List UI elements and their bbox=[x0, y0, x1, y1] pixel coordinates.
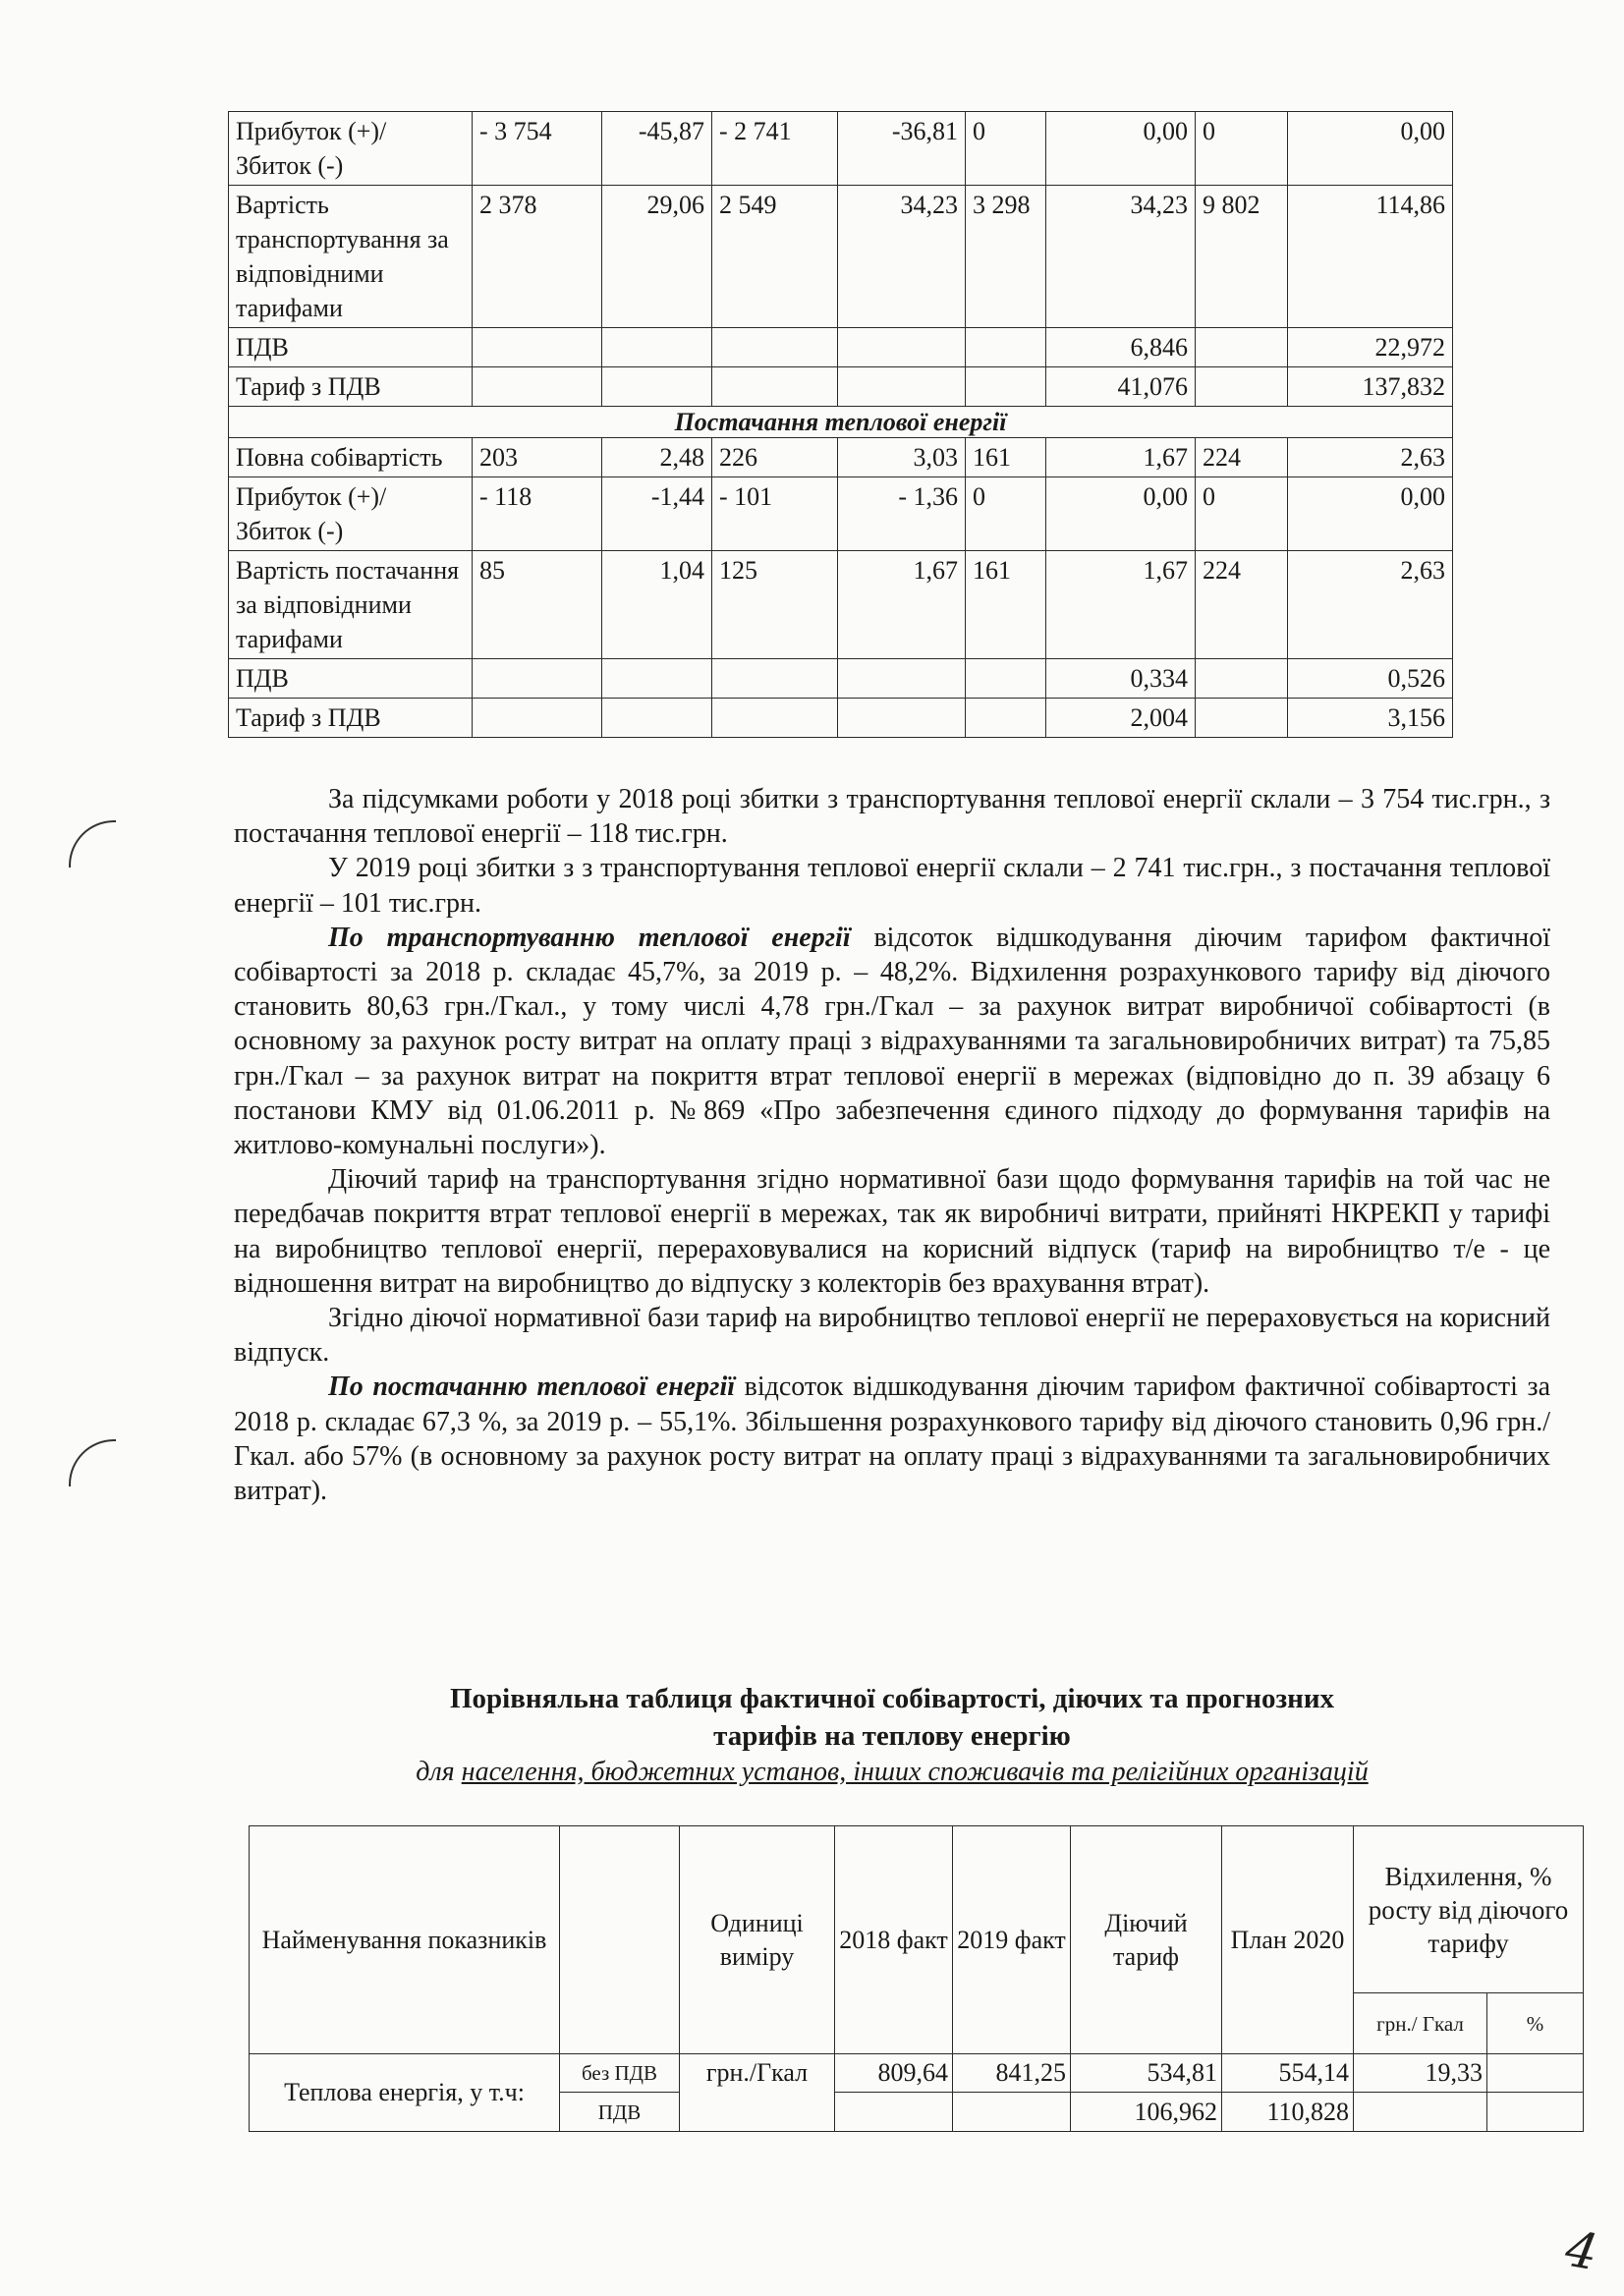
table-cell: - 2 741 bbox=[712, 112, 838, 186]
row-heat-energy-name: Теплова енергія, у т.ч: bbox=[250, 2054, 560, 2132]
cell-2019: 841,25 bbox=[953, 2054, 1071, 2093]
table-cell: 34,23 bbox=[1046, 186, 1196, 328]
table-cell: 226 bbox=[712, 438, 838, 477]
table-row bbox=[229, 367, 1453, 407]
table-cell bbox=[838, 699, 966, 738]
header-plan-2020: План 2020 bbox=[1222, 1826, 1354, 2054]
table-cell bbox=[712, 699, 838, 738]
header-units: Одиниці виміру bbox=[680, 1826, 835, 2054]
table-cell: 3 298 bbox=[966, 186, 1046, 328]
table-cell: 0 bbox=[966, 477, 1046, 551]
paragraph: Діючий тариф на транспортування згідно нормативної бази щодо формування тарифів на той час не передбачав покриття втрат теплової енергії в мережах, так як виробничі витрати, прийняті НКРЕКП у тарифі на виробництво теплової енергії, перераховувалися на корисний відпуск (тариф на виробництво т/е - це відношення витрат на виробництво до відпуску з колекторів без врахування втрат). bbox=[234, 1164, 1550, 1299]
row-label: Вартість постачання за відповідними тарифами bbox=[229, 551, 473, 659]
table-cell: 1,67 bbox=[1046, 551, 1196, 659]
table-cell: 224 bbox=[1196, 438, 1288, 477]
table-cell bbox=[473, 367, 602, 407]
table-cell: 41,076 bbox=[1046, 367, 1196, 407]
cell-2018: 809,64 bbox=[835, 2054, 953, 2093]
table-cell: 2,004 bbox=[1046, 699, 1196, 738]
table-cell: 1,67 bbox=[1046, 438, 1196, 477]
table-cell: 0,00 bbox=[1046, 477, 1196, 551]
row-label: ПДВ bbox=[229, 659, 473, 699]
paragraph: Згідно діючої нормативної бази тариф на виробництво теплової енергії не перераховується на корисний відпуск. bbox=[234, 1303, 1550, 1369]
table-cell: -36,81 bbox=[838, 112, 966, 186]
table-cell: 29,06 bbox=[602, 186, 712, 328]
table-cell: 85 bbox=[473, 551, 602, 659]
table-cell: 0,00 bbox=[1046, 112, 1196, 186]
table-cell bbox=[838, 659, 966, 699]
table-cell: 2,63 bbox=[1288, 551, 1453, 659]
table-cell: 0,00 bbox=[1288, 477, 1453, 551]
cell-current: 534,81 bbox=[1071, 2054, 1222, 2093]
header-name: Найменування показників bbox=[250, 1826, 560, 2054]
table-cell: -45,87 bbox=[602, 112, 712, 186]
paragraph: У 2019 році збитки з з транспортування теплової енергії склали – 2 741 тис.грн., з постачання теплової енергії – 101 тис.грн. bbox=[234, 853, 1550, 919]
comparison-title-line: Порівняльна таблиця фактичної собівартості, діючих та прогнозних bbox=[449, 1683, 1335, 1714]
subtitle-prefix: для bbox=[416, 1757, 462, 1787]
table-cell bbox=[966, 699, 1046, 738]
cell-dev-pct bbox=[1487, 2054, 1584, 2093]
table-cell bbox=[1196, 659, 1288, 699]
table-cell: 2 378 bbox=[473, 186, 602, 328]
cell-2018 bbox=[835, 2093, 953, 2132]
paragraph-lead: По транспортуванню теплової енергії bbox=[328, 922, 851, 953]
table-cell bbox=[602, 367, 712, 407]
table-cell bbox=[1196, 328, 1288, 367]
page-number: 4 bbox=[1561, 2219, 1602, 2282]
table-cell bbox=[838, 367, 966, 407]
table-cell: 224 bbox=[1196, 551, 1288, 659]
row-label: Повна собівартість bbox=[229, 438, 473, 477]
table-cell: 0 bbox=[1196, 477, 1288, 551]
paragraph-body: відсоток відшкодування діючим тарифом фактичної собівартості за 2018 р. складає 45,7%, за 2019 р. – 48,2%. Відхилення розрахункового тарифу від діючого становить 80,63 грн./Гкал., у тому числі 4,78 грн./Гкал – за рахунок витрат виробничої собівартості (в основному за рахунок росту витрат на оплату праці з відрахуваннями та загальновиробничих витрат) та 75,85 грн./Гкал – за рахунок витрат на покриття втрат теплової енергії в мережах (відповідно до п. 39 абзацу 6 постанови КМУ від 01.06.2011 р. №869 «Про забезпечення єдиного підходу до формування тарифів на житлово-комунальні послуги»). bbox=[234, 922, 1550, 1161]
header-deviation-pct: % bbox=[1487, 1993, 1584, 2054]
table-cell: - 118 bbox=[473, 477, 602, 551]
table-cell: 2 549 bbox=[712, 186, 838, 328]
table-cell: 0,00 bbox=[1288, 112, 1453, 186]
table-cell bbox=[712, 367, 838, 407]
table-cell: 0,526 bbox=[1288, 659, 1453, 699]
table-row bbox=[229, 477, 1453, 551]
section-heading-supply: Постачання теплової енергії bbox=[229, 407, 1453, 438]
header-deviation: Відхилення, % росту від діючого тарифу bbox=[1354, 1826, 1584, 1993]
table-cell: 3,156 bbox=[1288, 699, 1453, 738]
table-cell: 1,67 bbox=[838, 551, 966, 659]
table-cell: 2,63 bbox=[1288, 438, 1453, 477]
row-label: ПДВ bbox=[229, 328, 473, 367]
cell-plan: 554,14 bbox=[1222, 2054, 1354, 2093]
table-row bbox=[229, 699, 1453, 738]
comparison-title-line: тарифів на теплову енергію bbox=[713, 1720, 1071, 1752]
row-label: Тариф з ПДВ bbox=[229, 699, 473, 738]
header-current-tariff: Діючий тариф bbox=[1071, 1826, 1222, 2054]
comparison-table bbox=[249, 1825, 1584, 2132]
table-cell bbox=[966, 328, 1046, 367]
table-cell: 137,832 bbox=[1288, 367, 1453, 407]
table-row bbox=[229, 551, 1453, 659]
table-cell: 1,04 bbox=[602, 551, 712, 659]
table-cell bbox=[712, 659, 838, 699]
table-cell: 9 802 bbox=[1196, 186, 1288, 328]
header-deviation-uah: грн./ Гкал bbox=[1354, 1993, 1487, 2054]
row-label: Тариф з ПДВ bbox=[229, 367, 473, 407]
table-cell: 203 bbox=[473, 438, 602, 477]
table-row bbox=[229, 659, 1453, 699]
table-row bbox=[229, 328, 1453, 367]
table-cell bbox=[838, 328, 966, 367]
table-row bbox=[229, 186, 1453, 328]
cell-dev-uah: 19,33 bbox=[1354, 2054, 1487, 2093]
table-cell bbox=[602, 659, 712, 699]
table-cell: - 3 754 bbox=[473, 112, 602, 186]
cell-dev-pct bbox=[1487, 2093, 1584, 2132]
row-sub-no-vat: без ПДВ bbox=[560, 2054, 680, 2093]
body-text bbox=[234, 782, 1550, 1508]
table-cell: 0,334 bbox=[1046, 659, 1196, 699]
row-sub-vat: ПДВ bbox=[560, 2093, 680, 2132]
table-row bbox=[229, 112, 1453, 186]
table-cell bbox=[1196, 367, 1288, 407]
table-cell: 0 bbox=[966, 112, 1046, 186]
table-cell: 114,86 bbox=[1288, 186, 1453, 328]
table-cell: 6,846 bbox=[1046, 328, 1196, 367]
cell-dev-uah bbox=[1354, 2093, 1487, 2132]
paragraph-lead: По постачанню теплової енергії bbox=[328, 1372, 736, 1403]
table-cell: 3,03 bbox=[838, 438, 966, 477]
row-label: Прибуток (+)/ Збиток (-) bbox=[229, 112, 473, 186]
table-cell bbox=[473, 328, 602, 367]
table-cell: - 101 bbox=[712, 477, 838, 551]
punch-hole-mark bbox=[69, 1439, 116, 1486]
row-units: грн./Гкал bbox=[680, 2054, 835, 2132]
tariff-table-continuation bbox=[228, 111, 1453, 738]
table-cell bbox=[1196, 699, 1288, 738]
table-cell bbox=[602, 328, 712, 367]
table-cell bbox=[473, 659, 602, 699]
table-cell: 34,23 bbox=[838, 186, 966, 328]
table-cell bbox=[966, 367, 1046, 407]
paragraph bbox=[234, 1370, 1550, 1508]
comparison-title bbox=[234, 1680, 1550, 1755]
paragraph-body: відсоток відшкодування діючим тарифом фактичної собівартості за 2018 р. складає 67,3 %, за 2019 р. – 55,1%. Збільшення розрахункового тарифу від діючого становить 0,96 грн./Гкал. або 57% (в основному за рахунок росту витрат на оплату праці з відрахуваннями та загальновиробничих витрат). bbox=[234, 1372, 1550, 1507]
table-cell: 0 bbox=[1196, 112, 1288, 186]
punch-hole-mark bbox=[69, 820, 116, 868]
table-cell bbox=[473, 699, 602, 738]
header-2019: 2019 факт bbox=[953, 1826, 1071, 2054]
table-cell: 22,972 bbox=[1288, 328, 1453, 367]
header-2018: 2018 факт bbox=[835, 1826, 953, 2054]
comparison-subtitle bbox=[234, 1757, 1550, 1788]
table-cell: 161 bbox=[966, 551, 1046, 659]
paragraph: За підсумками роботи у 2018 році збитки з транспортування теплової енергії склали – 3 754 тис.грн., з постачання теплової енергії – 118 тис.грн. bbox=[234, 784, 1550, 850]
cell-2019 bbox=[953, 2093, 1071, 2132]
cell-plan: 110,828 bbox=[1222, 2093, 1354, 2132]
table-cell bbox=[712, 328, 838, 367]
table-cell: - 1,36 bbox=[838, 477, 966, 551]
table-row bbox=[229, 438, 1453, 477]
row-label: Прибуток (+)/ Збиток (-) bbox=[229, 477, 473, 551]
subtitle-consumers: населення, бюджетних установ, інших споживачів та релігійних організацій bbox=[461, 1757, 1369, 1787]
table-cell bbox=[602, 699, 712, 738]
table-cell: 125 bbox=[712, 551, 838, 659]
cell-current: 106,962 bbox=[1071, 2093, 1222, 2132]
table-cell bbox=[966, 659, 1046, 699]
paragraph bbox=[234, 921, 1550, 1162]
table-cell: 161 bbox=[966, 438, 1046, 477]
table-cell: 2,48 bbox=[602, 438, 712, 477]
header-blank bbox=[560, 1826, 680, 2054]
row-label: Вартість транспортування за відповідними тарифами bbox=[229, 186, 473, 328]
table-cell: -1,44 bbox=[602, 477, 712, 551]
